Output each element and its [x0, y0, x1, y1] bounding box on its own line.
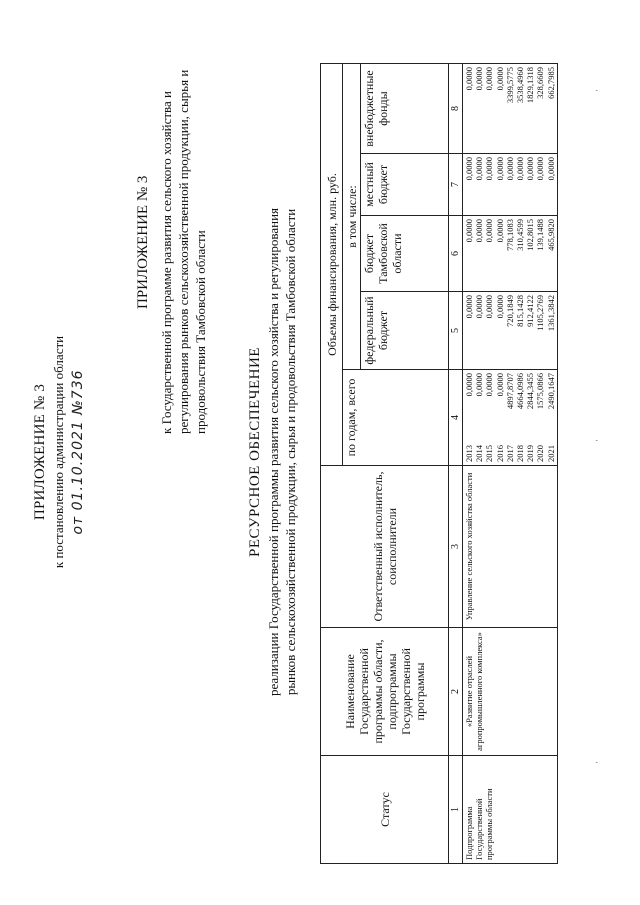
extra-column — [463, 64, 558, 154]
regional-cell: 102,8015 — [525, 219, 536, 251]
federal-column — [463, 292, 558, 370]
total-cell: 0,0000 — [464, 373, 474, 397]
regional-cell: 0,0000 — [474, 219, 485, 243]
col-number-8: 8 — [449, 64, 463, 154]
header-funding: Объемы финансирования, млн. руб. — [321, 64, 343, 466]
row-years-totals — [463, 370, 558, 466]
col-number-5: 5 — [449, 292, 463, 370]
header-extra: внебюджетные фонды — [361, 64, 449, 154]
local-cell: 0,0000 — [535, 157, 546, 181]
header-federal: федеральный бюджет — [361, 292, 449, 370]
appendix-header — [30, 22, 88, 882]
document-heading: РЕСУРСНОЕ ОБЕСПЕЧЕНИЕ — [247, 347, 263, 557]
header-local: местный бюджет — [361, 154, 449, 216]
regional-cell: 0,0000 — [484, 219, 495, 243]
row-executor: Управление сельского хозяйства области — [463, 466, 558, 628]
header-status: Статус — [321, 756, 449, 864]
total-cell: 4897,8707 — [504, 373, 515, 410]
federal-cell: 1105,2769 — [535, 295, 546, 331]
year-cell: 2019 — [525, 445, 536, 462]
regional-cell: 139,1488 — [535, 219, 546, 251]
extra-cell: 0,0000 — [464, 67, 474, 91]
scan-tick-mark: ˈ — [595, 760, 606, 764]
local-cell: 0,0000 — [515, 157, 526, 181]
header-including: в том числе: — [343, 64, 361, 370]
resource-table — [320, 63, 558, 864]
col-number-1: 1 — [449, 756, 463, 864]
regional-cell: 0,0000 — [494, 219, 505, 243]
total-cell: 2844,3455 — [525, 373, 536, 410]
col-number-4: 4 — [449, 370, 463, 466]
extra-cell: 328,6609 — [535, 67, 546, 99]
regional-column — [463, 216, 558, 292]
extra-cell: 0,0000 — [474, 67, 485, 91]
year-cell: 2014 — [474, 445, 485, 462]
regional-cell: 0,0000 — [464, 219, 474, 243]
total-cell: 0,0000 — [474, 373, 485, 397]
federal-cell: 720,1849 — [504, 295, 515, 327]
year-cell: 2017 — [504, 445, 515, 462]
local-cell: 0,0000 — [484, 157, 495, 181]
local-cell: 0,0000 — [464, 157, 474, 181]
program-appendix-block — [132, 34, 209, 434]
extra-cell: 662,7985 — [545, 67, 556, 99]
header-program-name: Наименование Государственной программы области, подпрограммы Государственной программы — [321, 628, 449, 756]
extra-cell: 3399,5775 — [504, 67, 515, 104]
scan-tick-mark: ˈ — [595, 438, 606, 442]
header-executor: Ответственный исполнитель, соисполнители — [321, 466, 449, 628]
totals-column — [464, 373, 556, 409]
total-cell: 4664,0986 — [515, 373, 526, 410]
local-cell: 0,0000 — [545, 157, 556, 181]
col-number-7: 7 — [449, 154, 463, 216]
local-column — [463, 154, 558, 216]
total-cell: 0,0000 — [494, 373, 505, 397]
federal-cell: 0,0000 — [474, 295, 485, 319]
federal-cell: 912,4122 — [525, 295, 536, 327]
program-appendix-title: ПРИЛОЖЕНИЕ № 3 — [135, 175, 151, 309]
appendix-subtitle: к постановлению администрации области — [51, 335, 66, 569]
col-number-2: 2 — [449, 628, 463, 756]
program-appendix-text: к Государственной программе развития сельского хозяйства и регулирования рынков сельскохозяйственной продукции, сырья и продовольствия Тамбовской области — [159, 69, 208, 434]
table-row — [463, 64, 558, 864]
extra-cell: 0,0000 — [484, 67, 495, 91]
total-cell: 0,0000 — [484, 373, 495, 397]
local-cell: 0,0000 — [474, 157, 485, 181]
year-cell: 2013 — [464, 445, 474, 462]
extra-cell: 0,0000 — [494, 67, 505, 91]
document-subheading-line-2: рынков сельскохозяйственной продукции, сырья и продовольствия Тамбовской области — [283, 208, 298, 696]
federal-cell: 0,0000 — [494, 295, 505, 319]
appendix-title: ПРИЛОЖЕНИЕ № 3 — [32, 383, 48, 521]
total-cell: 2490,1647 — [545, 373, 556, 410]
col-number-3: 3 — [449, 466, 463, 628]
federal-cell: 0,0000 — [464, 295, 474, 319]
total-cell: 1575,0866 — [535, 373, 546, 410]
federal-cell: 0,0000 — [484, 295, 495, 319]
regional-cell: 465,9820 — [545, 219, 556, 251]
year-cell: 2021 — [545, 445, 556, 462]
document-sheet — [20, 22, 620, 882]
federal-cell: 1361,3842 — [545, 295, 556, 332]
document-subheading-line-1: реализации Государственной программы развития сельского хозяйства и регулирования — [266, 207, 281, 697]
header-by-years: по годам, всего — [343, 370, 449, 466]
year-cell: 2018 — [515, 445, 526, 462]
col-number-6: 6 — [449, 216, 463, 292]
year-cell: 2016 — [494, 445, 505, 462]
extra-cell: 3538,4960 — [515, 67, 526, 104]
local-cell: 0,0000 — [525, 157, 536, 181]
regional-cell: 310,4599 — [515, 219, 526, 251]
scan-tick-mark: ˈ — [595, 88, 606, 92]
handwritten-date-number: от 01.10.2021 №736 — [70, 369, 86, 535]
years-column — [464, 445, 556, 462]
year-cell: 2020 — [535, 445, 546, 462]
federal-cell: 815,1428 — [515, 295, 526, 327]
document-title-block — [245, 22, 299, 882]
header-regional: бюджет Тамбовской области — [361, 216, 449, 292]
extra-cell: 1829,1318 — [525, 67, 536, 104]
row-status: Подпрограмма Государственной программы области — [463, 756, 558, 864]
row-program-name: «Развитие отраслей агропромышленного комплекса» — [463, 628, 558, 756]
local-cell: 0,0000 — [504, 157, 515, 181]
year-cell: 2015 — [484, 445, 495, 462]
local-cell: 0,0000 — [494, 157, 505, 181]
regional-cell: 778,1083 — [504, 219, 515, 251]
